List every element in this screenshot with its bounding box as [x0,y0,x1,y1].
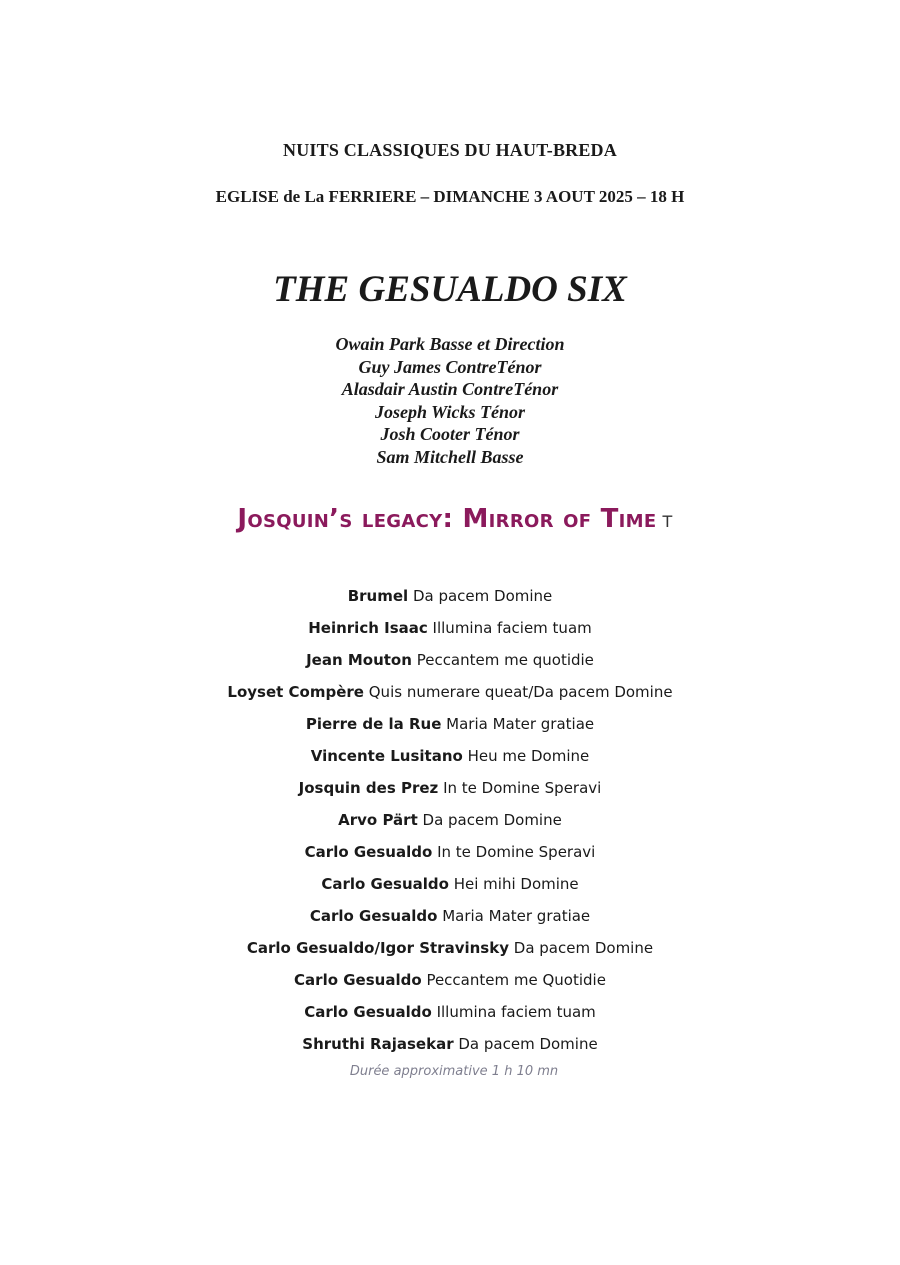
work-composer: Carlo Gesualdo/Igor Stravinsky [246,939,509,957]
ensemble-members [0,333,900,469]
work-composer: Carlo Gesualdo [309,907,438,925]
work-item [0,868,900,900]
work-piece: Da pacem Domine [422,811,562,829]
work-item [0,996,900,1028]
member-line: Guy James ContreTénor [358,356,542,377]
work-composer: Heinrich Isaac [308,619,428,637]
duration-note: Durée approximative 1 h 10 mn [349,1064,559,1079]
work-piece: Hei mihi Domine [453,875,579,893]
work-item [0,932,900,964]
work-composer: Vincente Lusitano [310,747,463,765]
member-line: Joseph Wicks Ténor [374,401,525,422]
works-list [0,580,900,1060]
work-piece: Illumina faciem tuam [436,1003,596,1021]
work-composer: Loyset Compère [227,683,364,701]
venue-date-line: EGLISE de La FERRIERE – DIMANCHE 3 AOUT 2025 – 18 H [215,187,685,206]
work-item [0,1028,900,1060]
work-piece: In te Domine Speravi [437,843,596,861]
work-piece: Da pacem Domine [412,587,553,605]
member-line: Owain Park Basse et Direction [335,334,565,354]
work-item [0,612,900,644]
work-composer: Shruthi Rajasekar [302,1035,454,1053]
work-item [0,676,900,708]
ensemble-name: THE GESUALDO SIX [273,269,627,310]
work-item [0,804,900,836]
work-piece: Peccantem me quotidie [416,651,594,669]
work-piece: Da pacem Domine [513,939,654,957]
work-item [0,772,900,804]
work-composer: Jean Mouton [306,651,412,669]
work-piece: Maria Mater gratiae [442,907,591,925]
member-line: Sam Mitchell Basse [376,446,524,467]
work-composer: Carlo Gesualdo [294,971,422,989]
work-item [0,900,900,932]
work-composer: Pierre de la Rue [305,715,442,733]
work-piece: Quis numerare queat/Da pacem Domine [368,683,673,701]
work-piece: Peccantem me Quotidie [426,971,606,989]
work-item [0,836,900,868]
festival-title: NUITS CLASSIQUES DU HAUT-BREDA [283,140,617,160]
work-piece: Maria Mater gratiae [446,715,595,733]
program-title [0,504,900,534]
work-item [0,708,900,740]
program-title-mark: T [662,512,673,531]
work-piece: Da pacem Domine [458,1035,598,1053]
work-item [0,964,900,996]
work-item [0,644,900,676]
work-composer: Brumel [347,587,409,605]
work-piece: Illumina faciem tuam [432,619,592,637]
work-piece: Heu me Domine [467,747,590,765]
member-line: Alasdair Austin ContreTénor [341,379,559,400]
work-piece: In te Domine Speravi [443,779,602,797]
work-composer: Carlo Gesualdo [304,843,433,861]
program-title-text: Josquin’s legacy: Mirror of Time [237,504,657,534]
work-composer: Carlo Gesualdo [321,875,449,893]
work-item [0,580,900,612]
member-line: Josh Cooter Ténor [380,424,520,445]
work-composer: Arvo Pärt [338,811,418,829]
work-composer: Josquin des Prez [298,779,439,797]
work-composer: Carlo Gesualdo [304,1003,432,1021]
work-item [0,740,900,772]
